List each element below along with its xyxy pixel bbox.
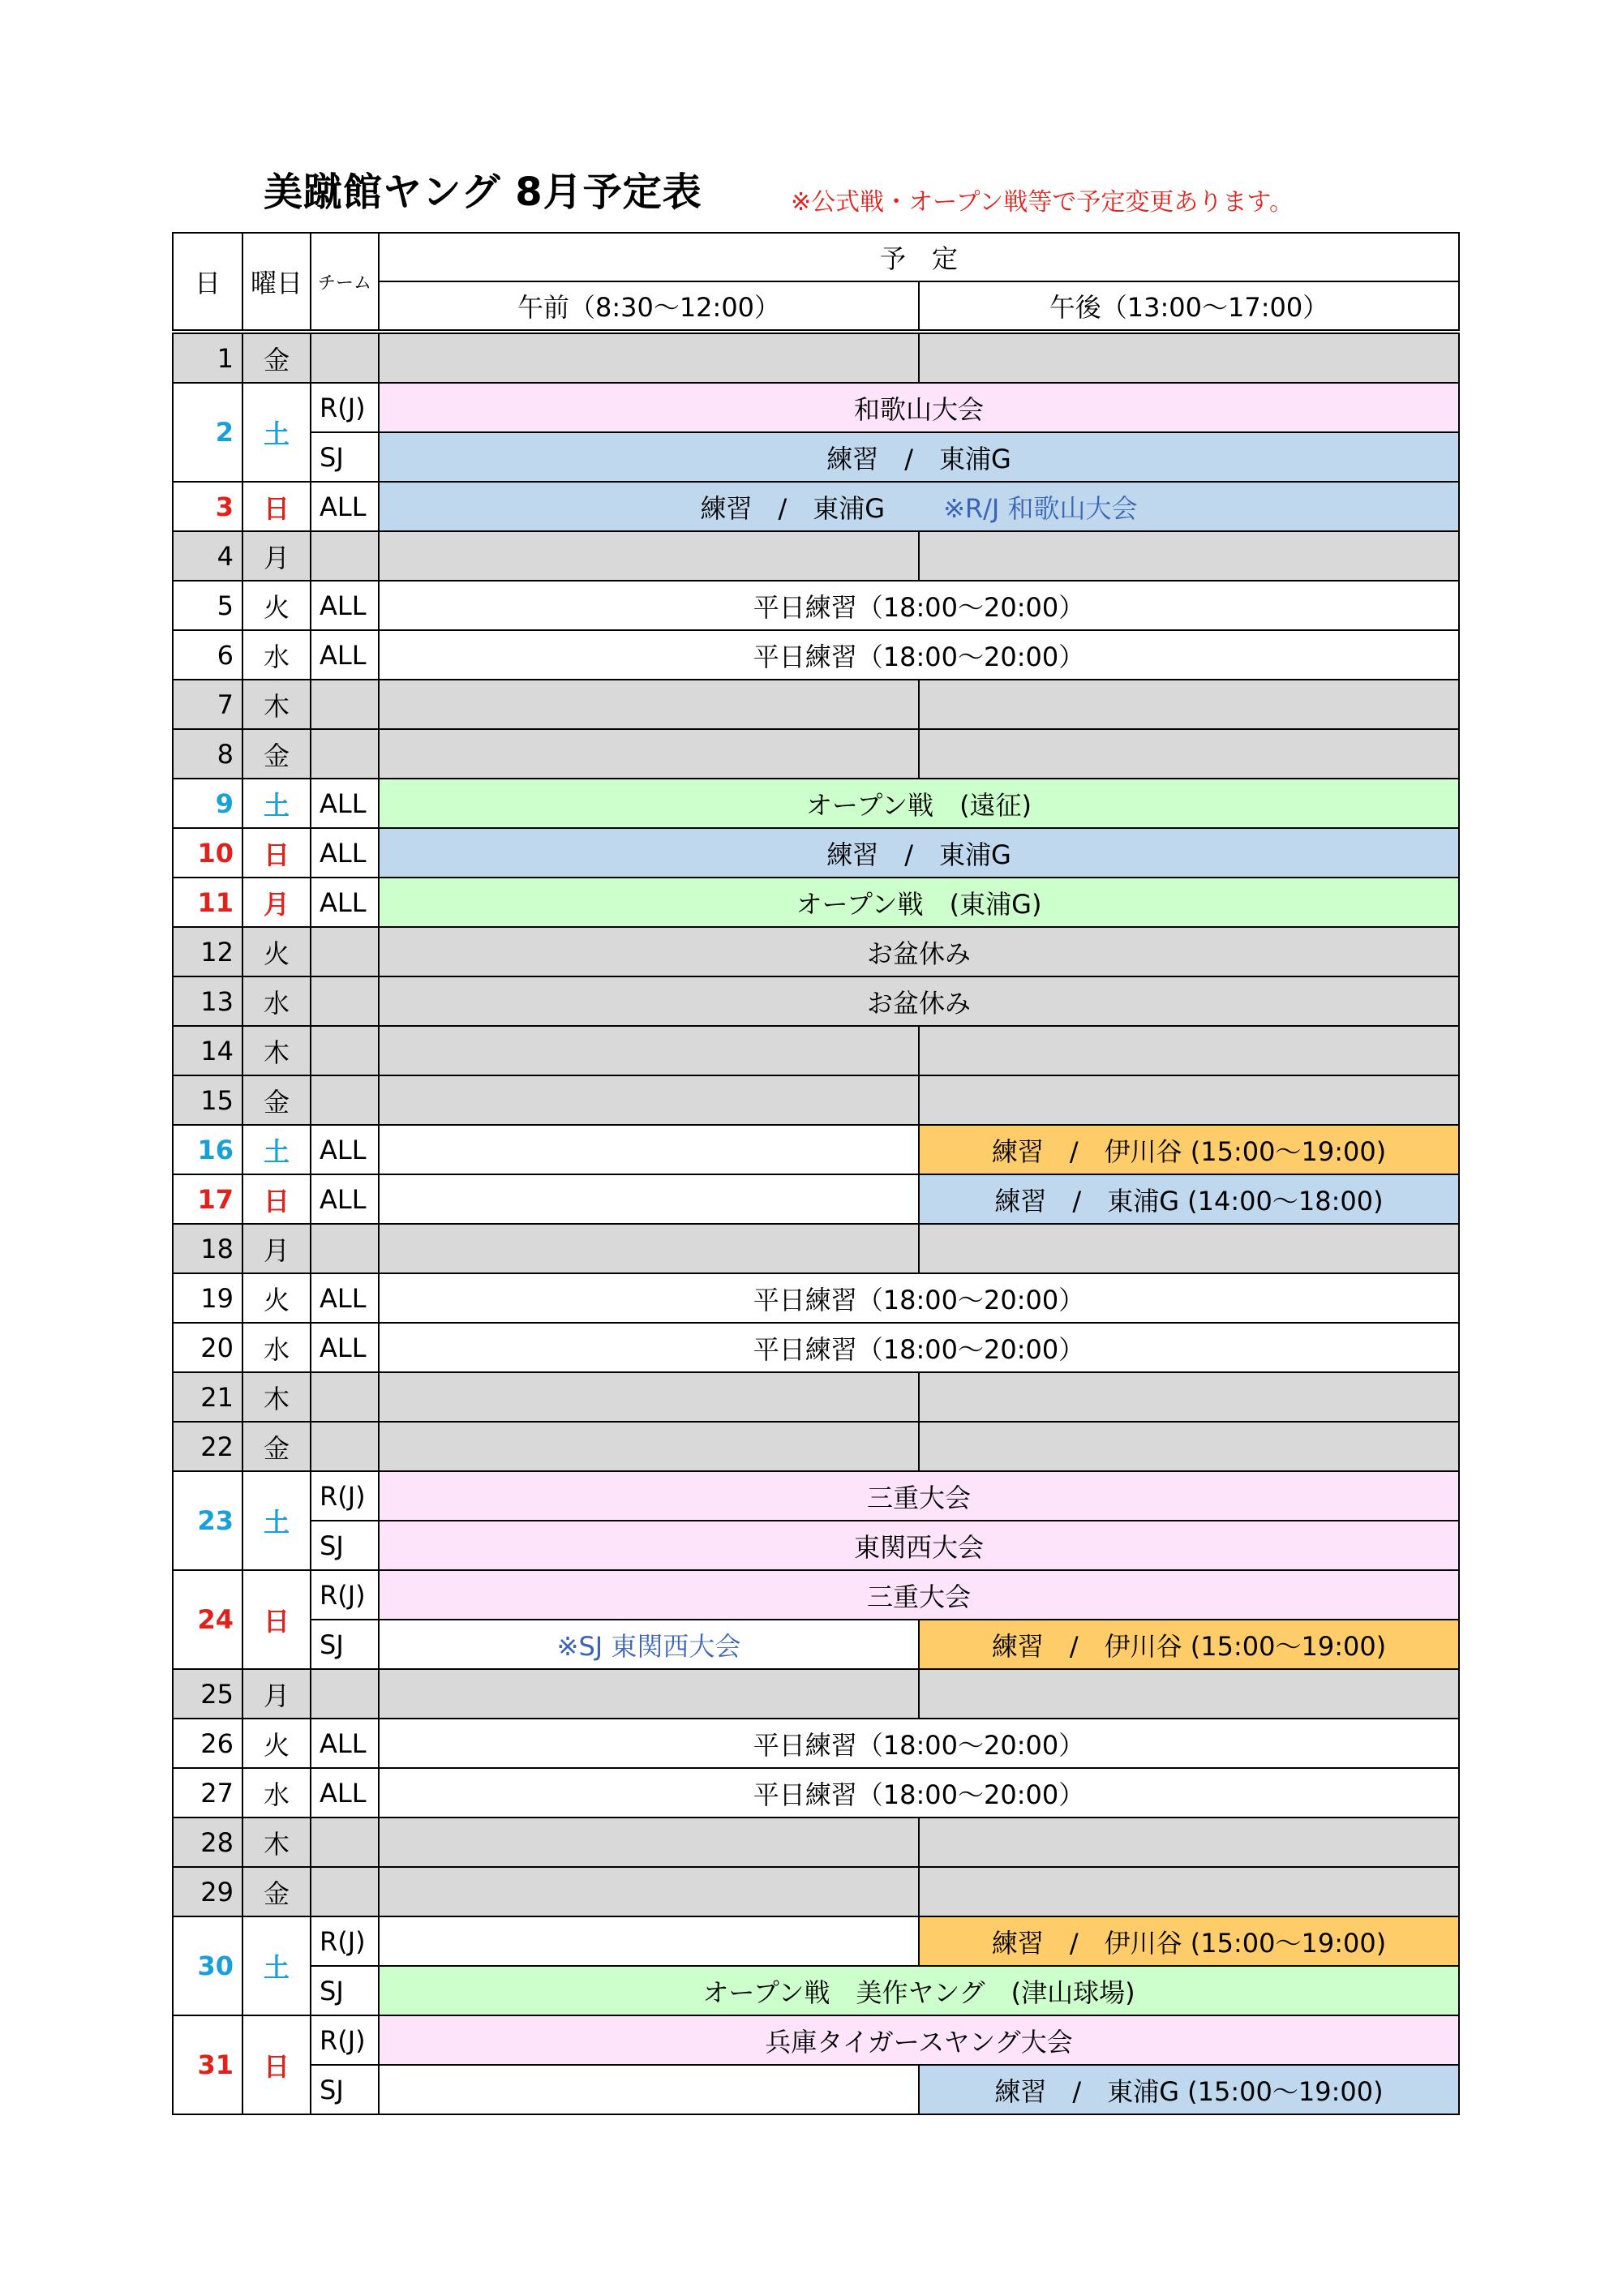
schedule-note: ※R/J 和歌山大会 (943, 492, 1138, 524)
schedule-pm (919, 1867, 1459, 1916)
schedule-am (379, 332, 919, 383)
team-cell: ALL (311, 1125, 379, 1174)
schedule-text: 平日練習（18:00～20:00） (753, 641, 1085, 672)
team-cell: ALL (311, 1719, 379, 1768)
schedule-row (173, 1916, 1459, 1966)
team-cell: ALL (311, 779, 379, 828)
schedule-all-day (379, 976, 1459, 1026)
weekday: 木 (242, 680, 311, 729)
header-weekday: 曜日 (242, 233, 311, 332)
day-number: 14 (173, 1026, 242, 1075)
schedule-row (173, 1026, 1459, 1075)
schedule-pm (919, 1075, 1459, 1125)
schedule-am (379, 2065, 919, 2114)
schedule-all-day (379, 1966, 1459, 2015)
weekday: 火 (242, 927, 311, 976)
team-cell (311, 680, 379, 729)
team-cell (311, 1817, 379, 1867)
schedule-row (173, 1372, 1459, 1422)
schedule-row (173, 1224, 1459, 1273)
team-cell: ALL (311, 1768, 379, 1817)
schedule-all-day (379, 878, 1459, 927)
schedule-am (379, 1026, 919, 1075)
weekday: 金 (242, 332, 311, 383)
schedule-row (173, 1125, 1459, 1174)
schedule-pm (919, 1372, 1459, 1422)
team-cell (311, 1372, 379, 1422)
schedule-pm (919, 680, 1459, 729)
day-number: 24 (173, 1570, 242, 1669)
team-cell: ALL (311, 1273, 379, 1323)
schedule-row (173, 1273, 1459, 1323)
header-team: チーム (311, 233, 379, 332)
schedule-row (173, 1521, 1459, 1570)
schedule-row (173, 531, 1459, 581)
header-pm: 午後（13:00～17:00） (919, 281, 1459, 332)
team-cell: SJ (311, 1966, 379, 2015)
schedule-all-day (379, 630, 1459, 680)
schedule-pm (919, 332, 1459, 383)
day-number: 4 (173, 531, 242, 581)
schedule-am (379, 1817, 919, 1867)
schedule-all-day (379, 1521, 1459, 1570)
schedule-text: 平日練習（18:00～20:00） (753, 1779, 1085, 1810)
team-cell (311, 976, 379, 1026)
schedule-pm: 練習 / 伊川谷 (15:00～19:00) (919, 1125, 1459, 1174)
day-number: 27 (173, 1768, 242, 1817)
schedule-pm: 練習 / 東浦G (14:00～18:00) (919, 1174, 1459, 1224)
schedule-row (173, 779, 1459, 828)
day-number: 19 (173, 1273, 242, 1323)
weekday: 木 (242, 1026, 311, 1075)
weekday: 土 (242, 1916, 311, 2015)
weekday: 水 (242, 1323, 311, 1372)
schedule-row (173, 1471, 1459, 1521)
header-am: 午前（8:30～12:00） (379, 281, 919, 332)
team-cell (311, 1669, 379, 1719)
schedule-text: お盆休み (867, 938, 972, 969)
team-cell (311, 1224, 379, 1273)
schedule-body (173, 233, 1459, 2114)
schedule-row (173, 383, 1459, 432)
schedule-all-day (379, 779, 1459, 828)
schedule-row (173, 976, 1459, 1026)
schedule-row (173, 1768, 1459, 1817)
schedule-text: 和歌山大会 (854, 393, 985, 425)
weekday: 火 (242, 1719, 311, 1768)
schedule-change-note: ※公式戦・オープン戦等で予定変更あります。 (791, 188, 1294, 217)
schedule-am (379, 729, 919, 779)
schedule-pm (919, 729, 1459, 779)
schedule-row (173, 1966, 1459, 2015)
team-cell: R(J) (311, 1916, 379, 1966)
day-number: 31 (173, 2015, 242, 2114)
schedule-am (379, 1174, 919, 1224)
schedule-am (379, 1224, 919, 1273)
schedule-pm: 練習 / 東浦G (15:00～19:00) (919, 2065, 1459, 2114)
day-number: 28 (173, 1817, 242, 1867)
schedule-text: 練習 / 東浦G (826, 443, 1011, 474)
schedule-pm: 練習 / 伊川谷 (15:00～19:00) (919, 1620, 1459, 1669)
schedule-all-day (379, 482, 1459, 531)
day-number: 15 (173, 1075, 242, 1125)
schedule-text: 練習 / 東浦G (700, 492, 886, 524)
schedule-row (173, 828, 1459, 878)
schedule-text: 兵庫タイガースヤング大会 (765, 2026, 1073, 2058)
schedule-pm (919, 1224, 1459, 1273)
schedule-all-day (379, 1570, 1459, 1620)
schedule-row (173, 482, 1459, 531)
schedule-text: 平日練習（18:00～20:00） (753, 1729, 1085, 1761)
team-cell: SJ (311, 2065, 379, 2114)
schedule-pm (919, 1817, 1459, 1867)
day-number: 10 (173, 828, 242, 878)
day-number: 25 (173, 1669, 242, 1719)
schedule-am (379, 1125, 919, 1174)
team-cell: ALL (311, 482, 379, 531)
schedule-all-day (379, 2015, 1459, 2065)
day-number: 1 (173, 332, 242, 383)
day-number: 13 (173, 976, 242, 1026)
weekday: 日 (242, 482, 311, 531)
day-number: 26 (173, 1719, 242, 1768)
weekday: 土 (242, 779, 311, 828)
schedule-row (173, 1620, 1459, 1669)
weekday: 月 (242, 1669, 311, 1719)
day-number: 16 (173, 1125, 242, 1174)
schedule-table (172, 232, 1460, 2115)
team-cell: SJ (311, 432, 379, 482)
day-number: 17 (173, 1174, 242, 1224)
day-number: 30 (173, 1916, 242, 2015)
schedule-am (379, 1669, 919, 1719)
weekday: 月 (242, 878, 311, 927)
schedule-all-day (379, 1273, 1459, 1323)
team-cell: R(J) (311, 1471, 379, 1521)
schedule-all-day (379, 1768, 1459, 1817)
schedule-row (173, 581, 1459, 630)
day-number: 2 (173, 383, 242, 482)
weekday: 金 (242, 1075, 311, 1125)
schedule-text: 三重大会 (867, 1482, 972, 1513)
weekday: 木 (242, 1372, 311, 1422)
schedule-text: 平日練習（18:00～20:00） (753, 591, 1085, 623)
schedule-text: お盆休み (867, 987, 972, 1019)
schedule-row (173, 1422, 1459, 1471)
schedule-row (173, 1174, 1459, 1224)
schedule-row (173, 2065, 1459, 2114)
team-cell: R(J) (311, 383, 379, 432)
schedule-all-day (379, 1471, 1459, 1521)
schedule-all-day (379, 383, 1459, 432)
schedule-all-day (379, 432, 1459, 482)
schedule-all-day (379, 1719, 1459, 1768)
schedule-all-day (379, 927, 1459, 976)
schedule-text: オープン戦 (遠征) (805, 789, 1032, 821)
schedule-row (173, 332, 1459, 383)
day-number: 7 (173, 680, 242, 729)
schedule-all-day (379, 1323, 1459, 1372)
team-cell: SJ (311, 1620, 379, 1669)
team-cell: ALL (311, 581, 379, 630)
team-cell (311, 729, 379, 779)
schedule-row (173, 1867, 1459, 1916)
weekday: 土 (242, 1471, 311, 1570)
weekday: 日 (242, 1570, 311, 1669)
weekday: 土 (242, 383, 311, 482)
schedule-row (173, 1817, 1459, 1867)
header-schedule: 予 定 (379, 233, 1459, 281)
schedule-text: 平日練習（18:00～20:00） (753, 1333, 1085, 1365)
team-cell (311, 927, 379, 976)
day-number: 9 (173, 779, 242, 828)
weekday: 日 (242, 2015, 311, 2114)
weekday: 月 (242, 531, 311, 581)
team-cell (311, 531, 379, 581)
schedule-row (173, 432, 1459, 482)
schedule-row (173, 927, 1459, 976)
weekday: 金 (242, 729, 311, 779)
schedule-row (173, 2015, 1459, 2065)
day-number: 23 (173, 1471, 242, 1570)
team-cell: SJ (311, 1521, 379, 1570)
weekday: 金 (242, 1867, 311, 1916)
schedule-row (173, 878, 1459, 927)
day-number: 18 (173, 1224, 242, 1273)
schedule-pm (919, 531, 1459, 581)
schedule-am: ※SJ 東関西大会 (379, 1620, 919, 1669)
schedule-pm (919, 1669, 1459, 1719)
schedule-row (173, 630, 1459, 680)
team-cell (311, 1422, 379, 1471)
team-cell: R(J) (311, 2015, 379, 2065)
weekday: 水 (242, 976, 311, 1026)
team-cell (311, 332, 379, 383)
team-cell: ALL (311, 878, 379, 927)
schedule-pm (919, 1026, 1459, 1075)
schedule-text: オープン戦 (東浦G) (796, 888, 1042, 920)
team-cell: ALL (311, 630, 379, 680)
day-number: 22 (173, 1422, 242, 1471)
day-number: 20 (173, 1323, 242, 1372)
day-number: 12 (173, 927, 242, 976)
header-day: 日 (173, 233, 242, 332)
schedule-am (379, 1372, 919, 1422)
team-cell (311, 1867, 379, 1916)
team-cell: R(J) (311, 1570, 379, 1620)
schedule-row (173, 1323, 1459, 1372)
weekday: 日 (242, 828, 311, 878)
weekday: 月 (242, 1224, 311, 1273)
day-number: 11 (173, 878, 242, 927)
header-row-1 (173, 233, 1459, 281)
schedule-am (379, 531, 919, 581)
schedule-am (379, 1075, 919, 1125)
weekday: 土 (242, 1125, 311, 1174)
schedule-pm (919, 1422, 1459, 1471)
team-cell: ALL (311, 1174, 379, 1224)
schedule-text: 平日練習（18:00～20:00） (753, 1284, 1085, 1315)
day-number: 6 (173, 630, 242, 680)
schedule-am (379, 1916, 919, 1966)
schedule-text: 東関西大会 (854, 1531, 985, 1563)
day-number: 8 (173, 729, 242, 779)
day-number: 3 (173, 482, 242, 531)
schedule-text: 三重大会 (867, 1581, 972, 1612)
weekday: 水 (242, 1768, 311, 1817)
day-number: 5 (173, 581, 242, 630)
day-number: 29 (173, 1867, 242, 1916)
schedule-row (173, 1669, 1459, 1719)
schedule-am (379, 1422, 919, 1471)
weekday: 金 (242, 1422, 311, 1471)
schedule-row (173, 729, 1459, 779)
page-title: 美蹴館ヤング 8月予定表 (264, 170, 702, 215)
schedule-row (173, 1075, 1459, 1125)
weekday: 水 (242, 630, 311, 680)
schedule-all-day (379, 828, 1459, 878)
weekday: 火 (242, 1273, 311, 1323)
weekday: 火 (242, 581, 311, 630)
schedule-am (379, 1867, 919, 1916)
title-area (264, 161, 1480, 225)
day-number: 21 (173, 1372, 242, 1422)
schedule-row (173, 680, 1459, 729)
schedule-text: オープン戦 美作ヤング (津山球場) (702, 1976, 1135, 2008)
team-cell: ALL (311, 1323, 379, 1372)
schedule-row (173, 1570, 1459, 1620)
weekday: 木 (242, 1817, 311, 1867)
team-cell (311, 1075, 379, 1125)
schedule-pm: 練習 / 伊川谷 (15:00～19:00) (919, 1916, 1459, 1966)
team-cell: ALL (311, 828, 379, 878)
schedule-all-day (379, 581, 1459, 630)
schedule-row (173, 1719, 1459, 1768)
schedule-am (379, 680, 919, 729)
weekday: 日 (242, 1174, 311, 1224)
team-cell (311, 1026, 379, 1075)
schedule-text: 練習 / 東浦G (826, 839, 1011, 870)
